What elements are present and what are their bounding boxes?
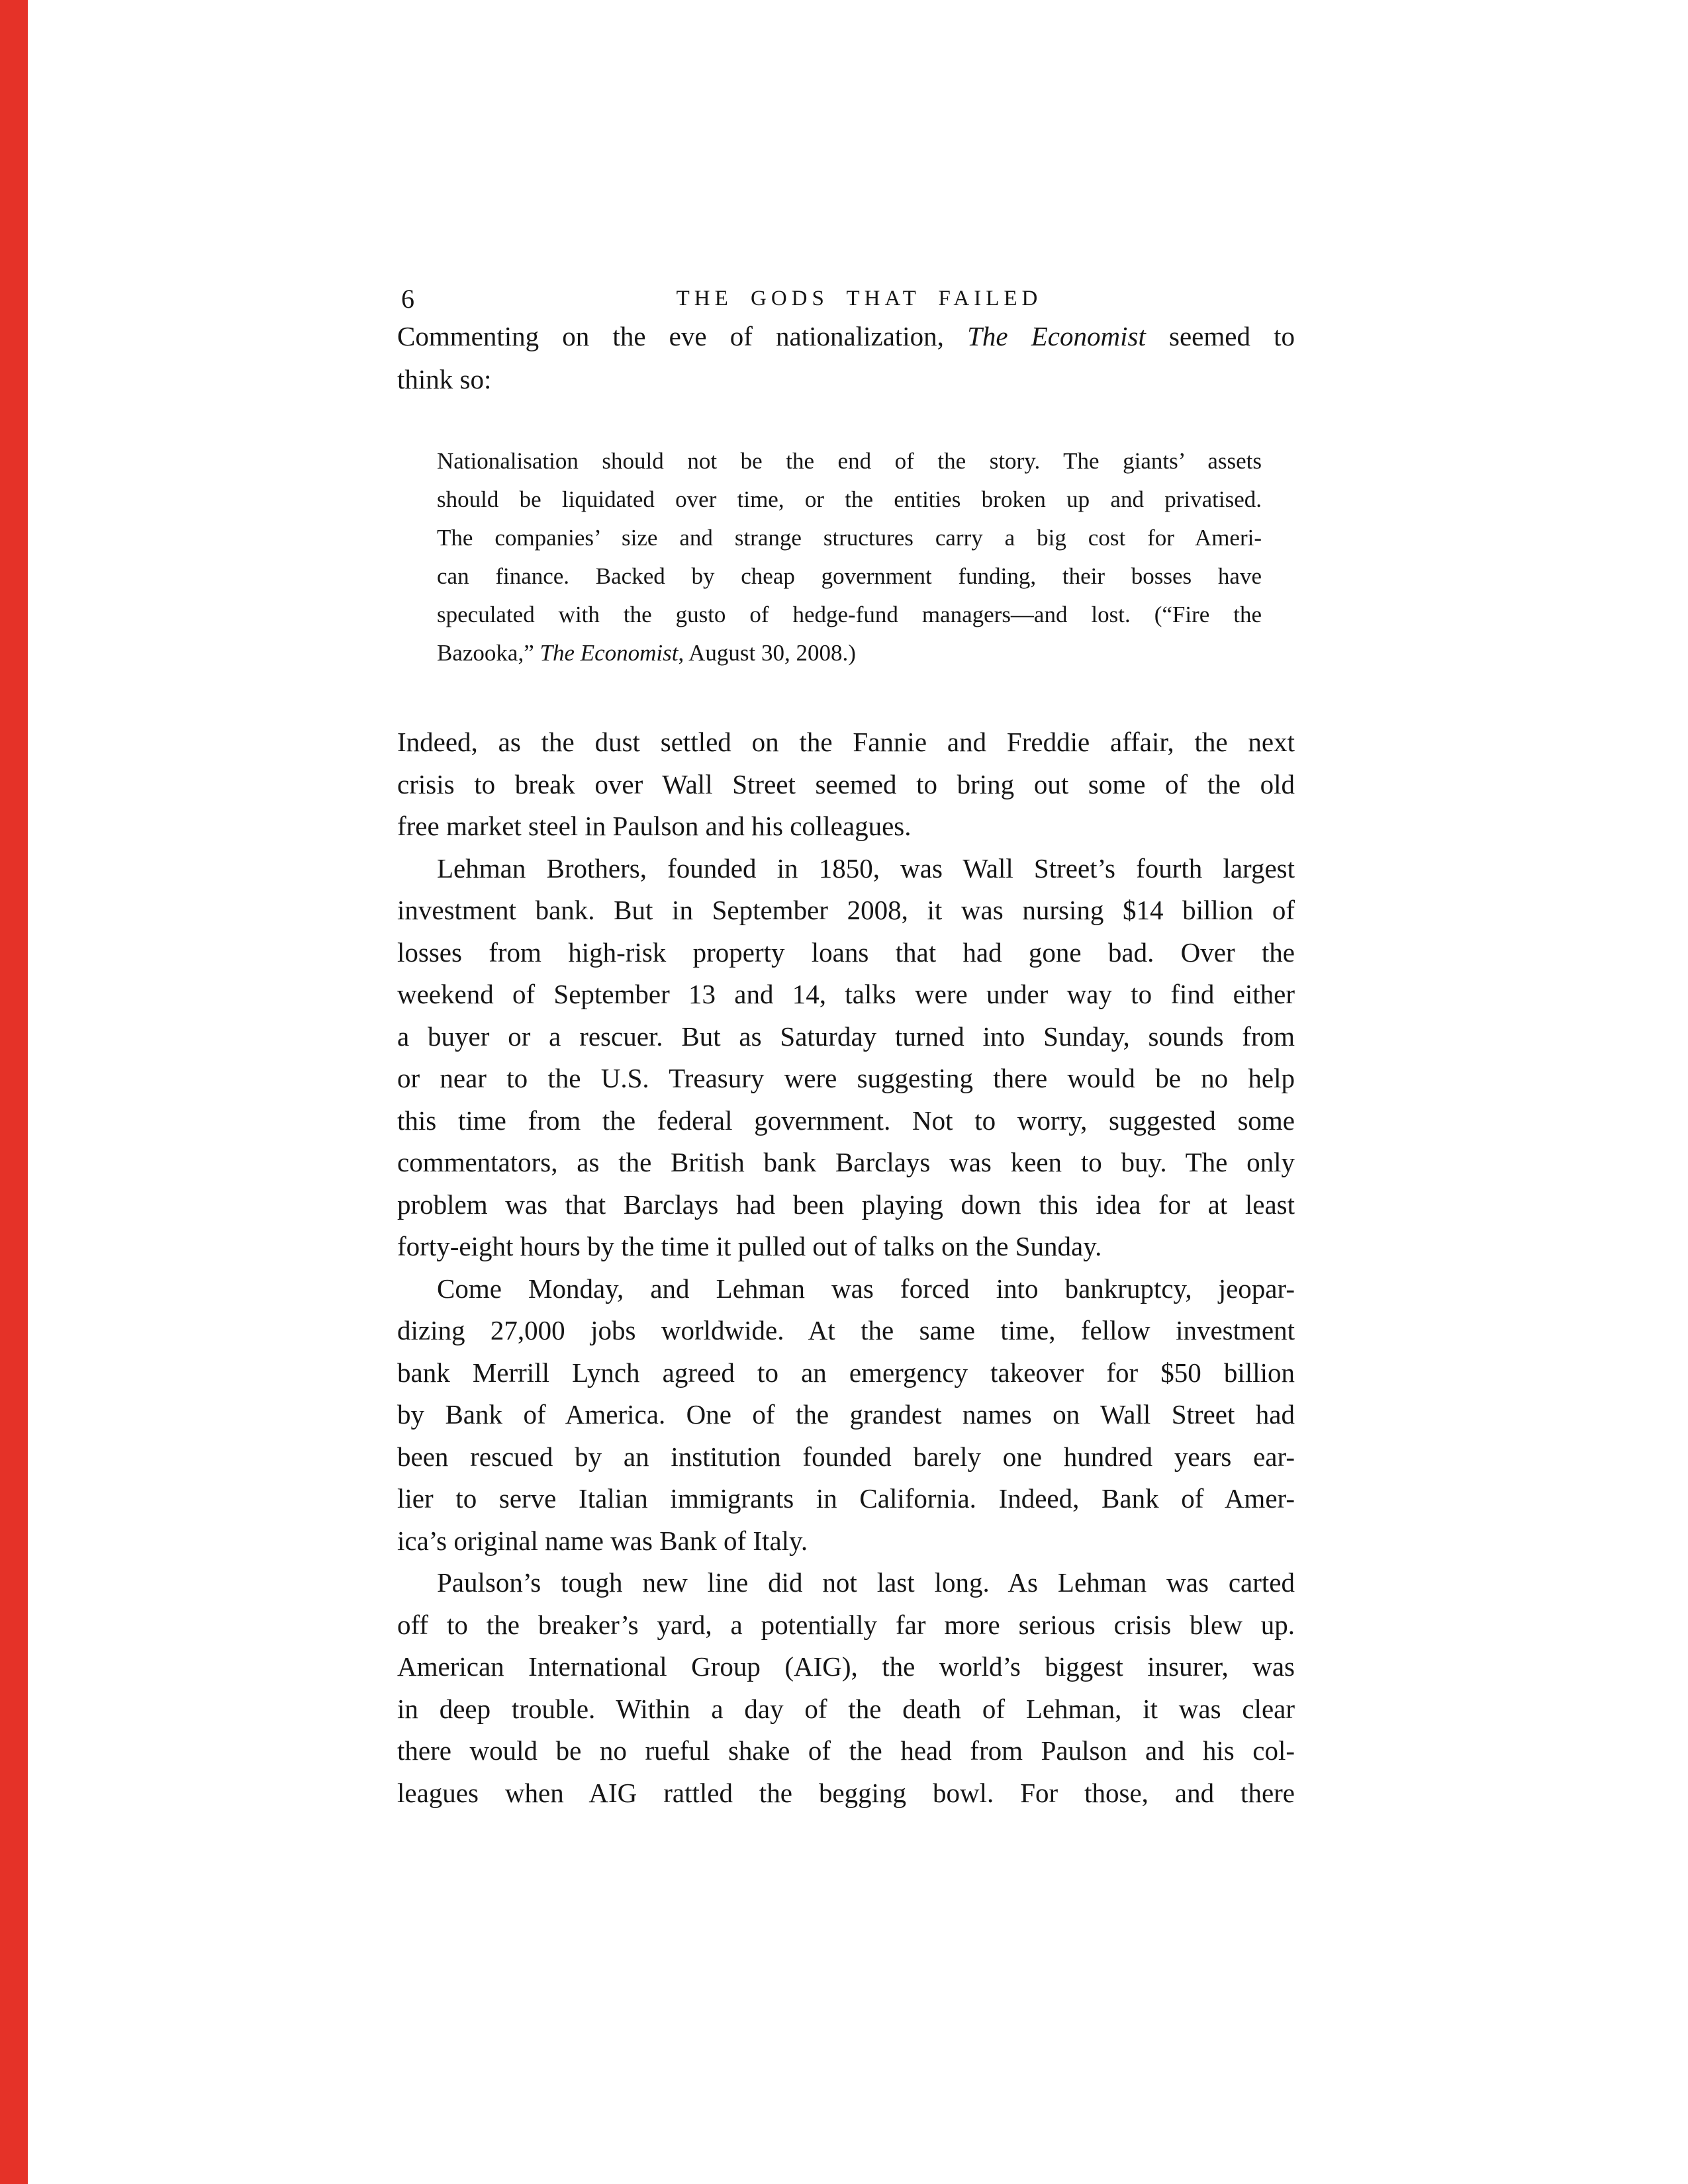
text-line xyxy=(397,1058,1295,1100)
paragraph xyxy=(397,1562,1295,1814)
text-segment: or near to the U.S. Treasury were suggesting there would be no help xyxy=(397,1063,1295,1093)
book-edge-stripe xyxy=(0,0,28,2184)
text-segment: there would be no rueful shake of the head from Paulson and his col- xyxy=(397,1735,1295,1766)
text-line xyxy=(397,805,1295,848)
text-line xyxy=(397,1352,1295,1394)
text-segment: Commenting on the eve of nationalization, xyxy=(397,321,968,351)
text-line xyxy=(397,315,1295,358)
text-segment: , August 30, 2008.) xyxy=(678,640,856,666)
running-head-title: THE GODS THAT FAILED xyxy=(676,287,1043,310)
text-segment: crisis to break over Wall Street seemed to bring out some of the old xyxy=(397,768,1295,799)
text-segment: Lehman Brothers, founded in 1850, was Wall Street’s fourth largest xyxy=(437,852,1295,884)
text-segment: losses from high-risk property loans that had gone bad. Over the xyxy=(397,936,1295,968)
text-line xyxy=(397,1646,1295,1688)
text-segment: The companies’ size and strange structures carry a big cost for Ameri- xyxy=(437,525,1262,551)
text-segment: can finance. Backed by cheap government funding, their bosses have xyxy=(437,563,1262,589)
text-line xyxy=(397,1772,1295,1815)
text-segment: forty-eight hours by the time it pulled out of talks on the Sunday. xyxy=(397,1231,1102,1261)
text-segment: off to the breaker’s yard, a potentially far more serious crisis blew up. xyxy=(397,1609,1295,1640)
text-line xyxy=(437,480,1262,519)
text-line xyxy=(397,1268,1295,1310)
text-line xyxy=(397,1310,1295,1352)
text-line xyxy=(397,358,1295,401)
text-segment: leagues when AIG rattled the begging bowl. For those, and there xyxy=(397,1777,1295,1808)
text-line xyxy=(437,442,1262,480)
text-segment: bank Merrill Lynch agreed to an emergency takeover for $50 billion xyxy=(397,1357,1295,1388)
text-line xyxy=(397,974,1295,1016)
italic-text: The Economist xyxy=(967,321,1146,351)
italic-text: The Economist xyxy=(539,640,679,666)
block-quote xyxy=(437,442,1262,672)
text-line xyxy=(397,1394,1295,1436)
text-segment: investment bank. But in September 2008, it was nursing $14 billion of xyxy=(397,895,1295,925)
text-line xyxy=(397,1436,1295,1479)
page-text xyxy=(397,315,1295,1814)
text-segment: commentators, as the British bank Barclays was keen to buy. The only xyxy=(397,1147,1295,1177)
text-segment: been rescued by an institution founded barely one hundred years ear- xyxy=(397,1441,1295,1472)
text-segment: free market steel in Paulson and his colleagues. xyxy=(397,811,912,841)
text-line xyxy=(437,634,1262,672)
text-line xyxy=(437,596,1262,634)
text-segment: Bazooka,” xyxy=(437,640,540,666)
text-line xyxy=(397,1100,1295,1142)
text-segment: Paulson’s tough new line did not last long. As Lehman was carted xyxy=(437,1567,1295,1598)
text-line xyxy=(397,1562,1295,1604)
text-segment: American International Group (AIG), the world’s biggest insurer, was xyxy=(397,1651,1295,1682)
text-segment: by Bank of America. One of the grandest names on Wall Street had xyxy=(397,1399,1295,1430)
text-segment: think so: xyxy=(397,364,492,394)
text-segment: in deep trouble. Within a day of the death of Lehman, it was clear xyxy=(397,1693,1295,1724)
text-line xyxy=(397,1016,1295,1058)
text-segment: Indeed, as the dust settled on the Fannie and Freddie affair, the next xyxy=(397,727,1295,757)
paragraph xyxy=(397,848,1295,1268)
text-segment: a buyer or a rescuer. But as Saturday turned into Sunday, sounds from xyxy=(397,1021,1295,1052)
paragraph xyxy=(397,315,1295,401)
text-line xyxy=(397,1184,1295,1226)
text-line xyxy=(397,1730,1295,1772)
page-number: 6 xyxy=(401,284,414,314)
text-line xyxy=(397,848,1295,890)
text-segment: should be liquidated over time, or the entities broken up and privatised. xyxy=(437,486,1262,512)
text-line xyxy=(437,519,1262,557)
text-segment: Nationalisation should not be the end of the story. The giants’ assets xyxy=(437,448,1262,474)
text-line xyxy=(397,1142,1295,1184)
text-segment: ica’s original name was Bank of Italy. xyxy=(397,1525,808,1556)
main-text xyxy=(397,721,1295,1814)
text-line xyxy=(397,932,1295,974)
running-head-row xyxy=(397,283,1295,315)
text-segment: seemed to xyxy=(1145,321,1295,351)
text-line xyxy=(397,889,1295,932)
text-line xyxy=(397,764,1295,806)
text-segment: weekend of September 13 and 14, talks were under way to find either xyxy=(397,979,1295,1009)
text-segment: speculated with the gusto of hedge-fund managers—and lost. (“Fire the xyxy=(437,602,1262,627)
paragraph xyxy=(397,721,1295,848)
paragraph xyxy=(397,1268,1295,1563)
text-line xyxy=(397,721,1295,764)
text-segment: Come Monday, and Lehman was forced into bankruptcy, jeopar- xyxy=(437,1273,1295,1304)
text-line xyxy=(397,1226,1295,1268)
text-column xyxy=(397,0,1295,1814)
text-segment: dizing 27,000 jobs worldwide. At the same time, fellow investment xyxy=(397,1315,1295,1345)
text-line xyxy=(397,1520,1295,1563)
text-line xyxy=(437,557,1262,596)
text-segment: problem was that Barclays had been playing down this idea for at least xyxy=(397,1189,1295,1220)
text-line xyxy=(397,1688,1295,1731)
text-line xyxy=(397,1604,1295,1647)
text-segment: this time from the federal government. Not to worry, suggested some xyxy=(397,1105,1295,1136)
text-segment: lier to serve Italian immigrants in California. Indeed, Bank of Amer- xyxy=(397,1483,1295,1514)
text-line xyxy=(397,1478,1295,1520)
